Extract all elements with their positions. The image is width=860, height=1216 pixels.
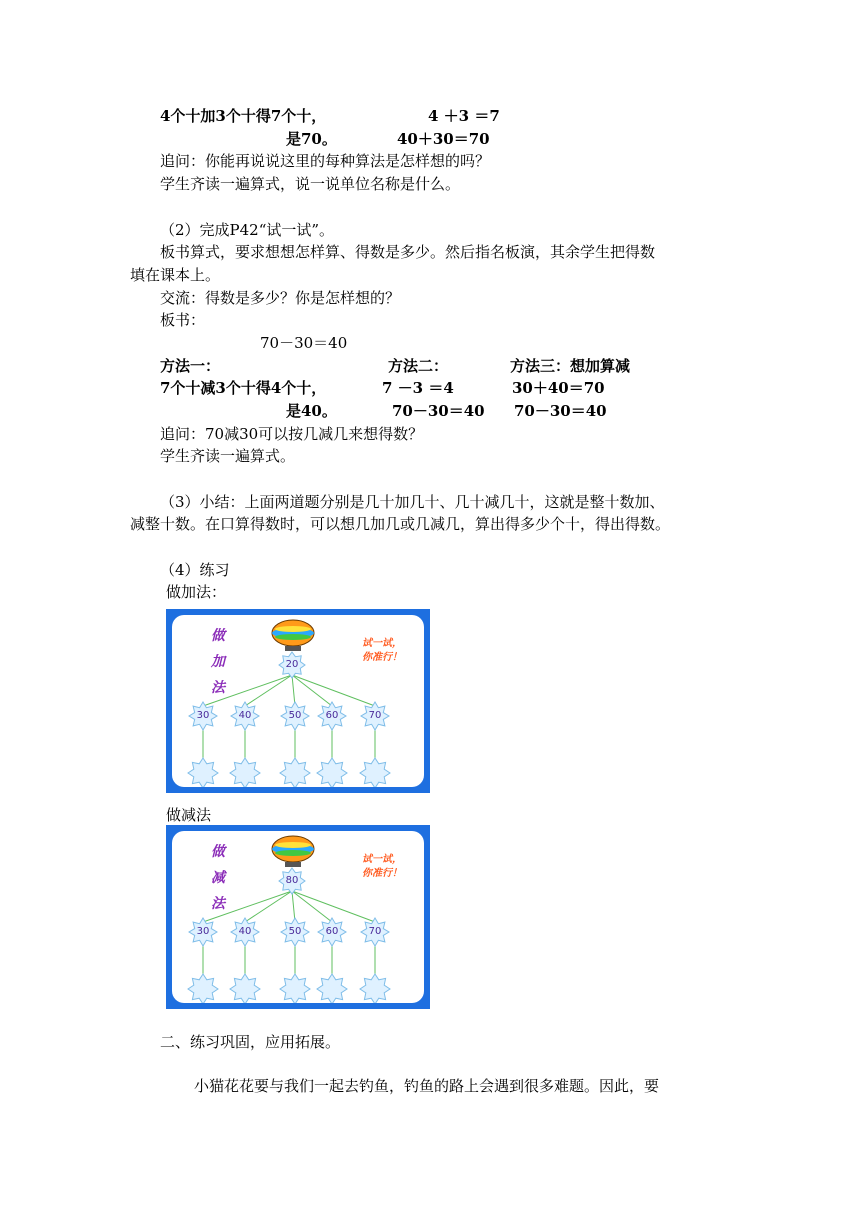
text-line: （4）练习 <box>160 561 230 579</box>
slogan-line: 试一试， <box>362 854 402 865</box>
text-line: 学生齐读一遍算式。 <box>160 447 296 465</box>
text-line: 4 ＋3 ＝7 <box>428 107 500 125</box>
connector-line <box>292 891 295 922</box>
slogan-line: 你准行！ <box>362 652 402 663</box>
connector-line <box>245 891 292 922</box>
text-line: 30＋40＝70 <box>512 379 605 397</box>
text-line: 7个十减3个十得4个十， <box>160 379 327 397</box>
connector-line <box>292 675 295 706</box>
text-line: 40＋30＝70 <box>397 130 490 148</box>
text-line: 70－30＝40 <box>514 402 607 420</box>
picture-title <box>208 623 228 701</box>
answer-star <box>317 974 347 1003</box>
text-line: 方法三：想加算减 <box>510 357 631 375</box>
answer-star <box>360 758 390 787</box>
star-number: 40 <box>238 926 252 937</box>
star-number: 70 <box>368 710 382 721</box>
text-line: （3）小结：上面两道题分别是几十加几十、几十减几十，这就是整十数加、 <box>160 493 665 511</box>
star-number: 50 <box>288 710 302 721</box>
title-char: 法 <box>211 896 225 912</box>
star-number: 30 <box>196 710 210 721</box>
answer-star <box>230 758 260 787</box>
star-number: 80 <box>285 875 299 886</box>
star-number: 60 <box>325 710 339 721</box>
connector-line <box>292 891 375 922</box>
slogan-line: 试一试， <box>362 638 402 649</box>
addition-exercise-picture <box>166 609 430 793</box>
slogan <box>344 853 420 881</box>
text-line: 7 －3 ＝4 <box>382 379 454 397</box>
star-number: 60 <box>325 926 339 937</box>
picture-title <box>208 839 228 917</box>
subtraction-exercise-picture <box>166 825 430 1009</box>
text-line: 追问：你能再说说这里的每种算法是怎样想的吗？ <box>160 152 491 170</box>
text-line: 是40。 <box>286 402 337 420</box>
connector-line <box>245 675 292 706</box>
text-line: 追问：70减30可以按几减几来想得数？ <box>160 425 424 443</box>
connector-line <box>292 675 375 706</box>
connector-line <box>292 675 332 706</box>
text-line: 交流：得数是多少？你是怎样想的？ <box>160 289 401 307</box>
text-line: 是70。 <box>286 130 337 148</box>
text-line: 填在课本上。 <box>130 266 221 284</box>
text-line: 做加法： <box>166 583 227 601</box>
connector-line <box>292 891 332 922</box>
star-number: 50 <box>288 926 302 937</box>
answer-star <box>280 758 310 787</box>
slogan-line: 你准行！ <box>362 868 402 879</box>
star-number: 30 <box>196 926 210 937</box>
text-line: 方法一： <box>160 357 221 375</box>
answer-star <box>280 974 310 1003</box>
text-line: 小猫花花要与我们一起去钓鱼，钓鱼的路上会遇到很多难题。因此，要 <box>194 1077 660 1095</box>
answer-star <box>360 974 390 1003</box>
title-char: 减 <box>211 870 225 886</box>
answer-star <box>317 758 347 787</box>
star-number: 20 <box>285 659 299 670</box>
text-line: （2）完成P42“试一试”。 <box>160 221 335 239</box>
title-char: 做 <box>211 628 225 644</box>
text-line: 板书： <box>160 311 206 329</box>
text-line: 学生齐读一遍算式，说一说单位名称是什么。 <box>160 175 461 193</box>
answer-star <box>188 758 218 787</box>
title-char: 法 <box>211 680 225 696</box>
text-line: 做减法 <box>166 806 212 824</box>
text-line: 70－30＝40 <box>392 402 485 420</box>
answer-star <box>188 974 218 1003</box>
text-line: 方法二： <box>388 357 449 375</box>
text-line: 减整十数。在口算得数时，可以想几加几或几减几，算出得多少个十，得出得数。 <box>130 515 671 533</box>
airship-icon <box>272 620 314 651</box>
star-number: 40 <box>238 710 252 721</box>
slogan <box>344 637 420 665</box>
title-char: 做 <box>211 844 225 860</box>
text-line: 4个十加3个十得7个十， <box>160 107 327 125</box>
text-line: 70－30＝40 <box>260 334 348 352</box>
airship-icon <box>272 836 314 867</box>
title-char: 加 <box>211 654 225 670</box>
answer-star <box>230 974 260 1003</box>
text-line: 板书算式，要求想想怎样算、得数是多少。然后指名板演，其余学生把得数 <box>160 243 656 261</box>
star-number: 70 <box>368 926 382 937</box>
text-line: 二、练习巩固，应用拓展。 <box>160 1033 341 1051</box>
